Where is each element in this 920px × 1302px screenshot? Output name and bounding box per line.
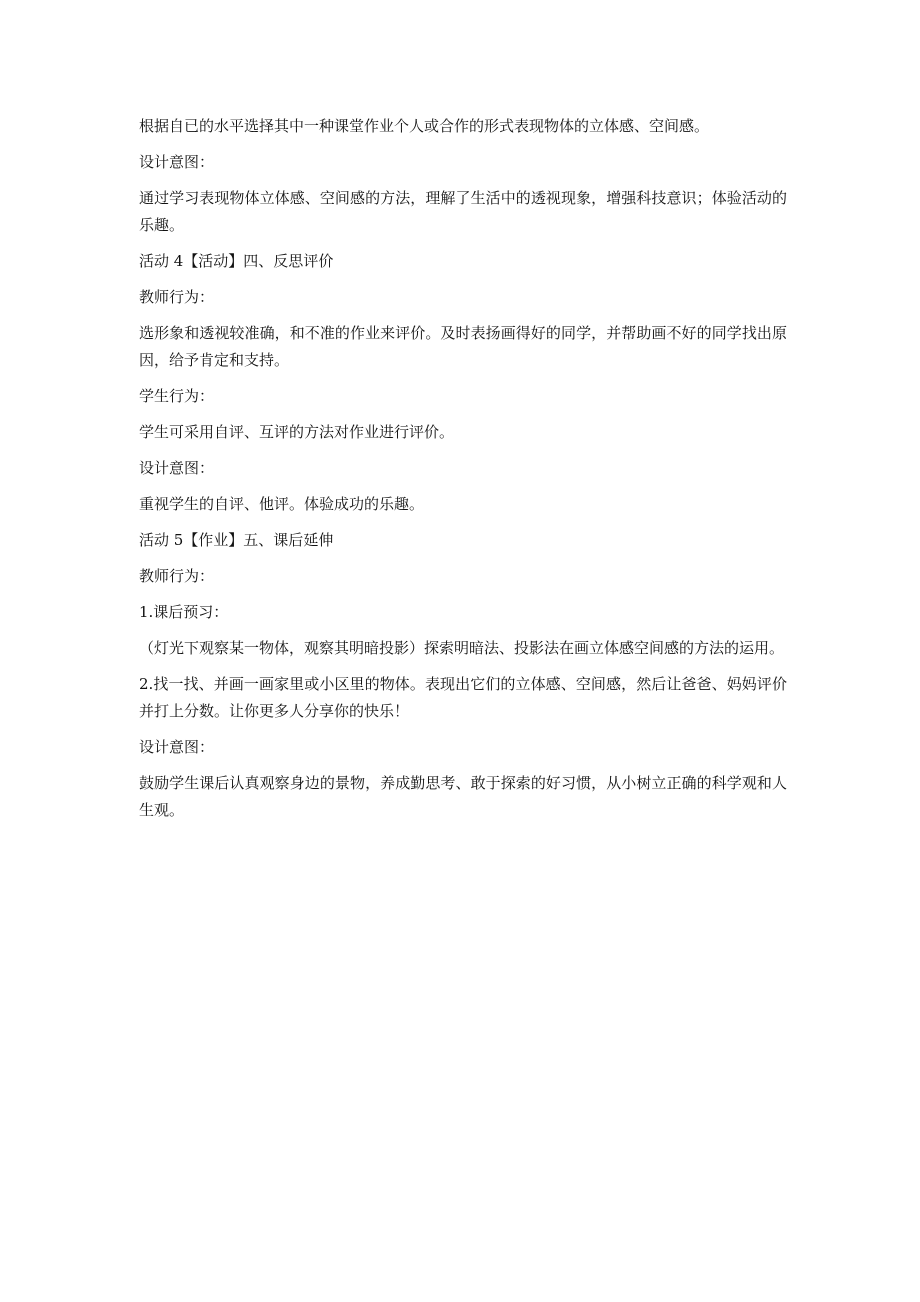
paragraph-student-behavior-heading: 学生行为： xyxy=(139,387,215,405)
section-heading-activity-5: 活动 5【作业】五、课后延伸 xyxy=(139,531,334,549)
list-item-find-and-draw: 2.找一找、并画一画家里或小区里的物体。表现出它们的立体感、空间感，然后让爸爸、妈妈评价并打上分数。让你更多人分享你的快乐！ xyxy=(139,675,787,720)
paragraph-teacher-behavior-heading-2: 教师行为： xyxy=(139,567,215,585)
paragraph-design-intent-heading-3: 设计意图： xyxy=(139,738,215,756)
paragraph-design-intent-heading-2: 设计意图： xyxy=(139,459,215,477)
paragraph-design-intent-heading: 设计意图： xyxy=(139,153,215,171)
paragraph-design-intent-text: 通过学习表现物体立体感、空间感的方法，理解了生活中的透视现象，增强科技意识；体验活动的乐趣。 xyxy=(139,189,787,234)
paragraph-design-intent-text-2: 重视学生的自评、他评。体验成功的乐趣。 xyxy=(139,495,425,513)
document-body xyxy=(139,113,787,833)
paragraph-student-behavior-text: 学生可采用自评、互评的方法对作业进行评价。 xyxy=(139,423,455,441)
paragraph-preview-text: （灯光下观察某一物体，观察其明暗投影）探索明暗法、投影法在画立体感空间感的方法的运用。 xyxy=(139,639,785,657)
section-heading-activity-4: 活动 4【活动】四、反思评价 xyxy=(139,252,334,270)
paragraph-task-choice: 根据自已的水平选择其中一种课堂作业个人或合作的形式表现物体的立体感、空间感。 xyxy=(139,117,710,135)
list-item-preview-heading: 1.课后预习： xyxy=(139,603,229,621)
paragraph-teacher-behavior-text: 选形象和透视较准确，和不准的作业来评价。及时表扬画得好的同学，并帮助画不好的同学找出原因，给予肯定和支持。 xyxy=(139,324,787,369)
paragraph-teacher-behavior-heading: 教师行为： xyxy=(139,288,215,306)
paragraph-design-intent-text-3: 鼓励学生课后认真观察身边的景物，养成勤思考、敢于探索的好习惯，从小树立正确的科学观和人生观。 xyxy=(139,774,787,819)
